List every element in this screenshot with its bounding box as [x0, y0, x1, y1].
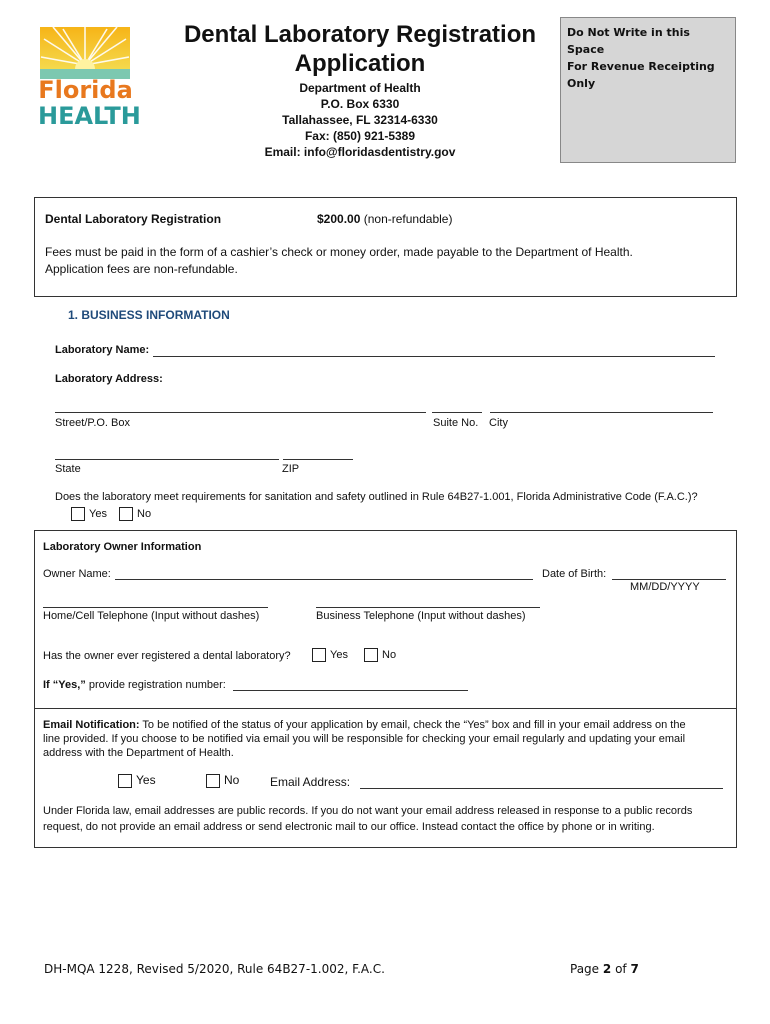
sanitation-yes-label: Yes — [89, 507, 107, 520]
dept-name: Department of Health — [299, 81, 421, 95]
email-address-label: Email Address: — [270, 775, 351, 789]
registered-yes-option[interactable] — [312, 648, 348, 662]
lab-name-field[interactable] — [153, 356, 715, 357]
email-notification-rest: To be notified of the status of your application by email, check the “Yes” box and fill in your email address on the — [142, 719, 686, 731]
lab-address-label: Laboratory Address: — [55, 373, 163, 385]
sanitation-no-checkbox[interactable] — [119, 507, 133, 521]
sanitation-no-label: No — [137, 507, 152, 520]
email-address-field[interactable] — [360, 788, 723, 789]
department-address — [220, 80, 500, 160]
home-phone-field[interactable] — [43, 607, 268, 608]
fee-label: Dental Laboratory Registration — [45, 212, 222, 226]
email-no-label: No — [224, 773, 240, 787]
city-field[interactable] — [490, 412, 713, 413]
fee-amount-wrap — [317, 212, 452, 226]
business-phone-label: Business Telephone (Input without dashes) — [316, 610, 526, 622]
home-phone-label: Home/Cell Telephone (Input without dashes) — [43, 610, 260, 622]
do-not-write-line-2: For Revenue Receipting Only — [567, 60, 715, 90]
fee-note-2: Application fees are non-refundable. — [45, 262, 238, 276]
dept-fax: Fax: (850) 921-5389 — [304, 129, 416, 143]
registered-no-label: No — [382, 648, 397, 661]
dob-format: MM/DD/YYYY — [630, 581, 700, 593]
fee-box — [34, 197, 737, 297]
street-field[interactable] — [55, 412, 426, 413]
page-total: 7 — [630, 962, 639, 976]
zip-label: ZIP — [282, 463, 300, 475]
zip-field[interactable] — [283, 459, 353, 460]
fee-note-1: Fees must be paid in the form of a cashier’s check or money order, made payable to the Department of Health. — [45, 245, 633, 259]
street-label: Street/P.O. Box — [55, 417, 131, 429]
email-notification-text-2: line provided. If you choose to be notified via email you will be responsible for checking your email regularly and updating your email — [43, 733, 686, 745]
page-title — [180, 20, 540, 78]
registered-no-checkbox[interactable] — [364, 648, 378, 662]
sanitation-yes-option[interactable] — [71, 507, 107, 521]
title-line-1: Dental Laboratory Registration — [183, 21, 537, 48]
registered-yes-checkbox[interactable] — [312, 648, 326, 662]
if-yes-rest: provide registration number: — [88, 679, 226, 691]
fee-amount-note: (non-refundable) — [363, 212, 453, 226]
suite-label: Suite No. — [433, 417, 479, 429]
dept-email: Email: info@floridasdentistry.gov — [264, 145, 456, 159]
suite-field[interactable] — [432, 412, 482, 413]
registered-yes-label: Yes — [330, 648, 348, 661]
registered-question: Has the owner ever registered a dental laboratory? — [43, 650, 291, 662]
page-current: 2 — [602, 962, 612, 976]
owner-name-label: Owner Name: — [43, 568, 111, 580]
sanitation-question: Does the laboratory meet requirements for sanitation and safety outlined in Rule 64B27-1.001, Florida Administrative Code (F.A.C.)? — [55, 491, 698, 503]
owner-email-box — [34, 530, 737, 848]
page-of: of — [615, 962, 627, 976]
dept-city: Tallahassee, FL 32314-6330 — [282, 113, 438, 127]
dob-label: Date of Birth: — [542, 568, 607, 580]
email-notification-heading: Email Notification: — [43, 719, 140, 731]
logo-health-text: HEALTH — [38, 102, 141, 130]
dob-field[interactable] — [612, 579, 726, 580]
registered-no-option[interactable] — [364, 648, 396, 662]
registration-number-prompt — [43, 679, 226, 691]
business-phone-field[interactable] — [316, 607, 540, 608]
public-records-notice-1: Under Florida law, email addresses are public records. If you do not want your email address released in response to a public records — [43, 805, 693, 817]
dept-po-box: P.O. Box 6330 — [320, 97, 400, 111]
title-line-2: Application — [294, 50, 426, 77]
email-yes-option[interactable] — [118, 773, 156, 788]
owner-name-field[interactable] — [115, 579, 533, 580]
email-no-checkbox[interactable] — [206, 774, 220, 788]
lab-name-label: Laboratory Name: — [55, 344, 150, 356]
sanitation-no-option[interactable] — [119, 507, 151, 521]
sanitation-yes-checkbox[interactable] — [71, 507, 85, 521]
divider — [35, 708, 736, 709]
page-number — [570, 962, 639, 976]
state-field[interactable] — [55, 459, 279, 460]
do-not-write-line-1: Do Not Write in this Space — [567, 26, 690, 56]
email-no-option[interactable] — [206, 773, 239, 788]
email-notification-text-3: address with the Department of Health. — [43, 747, 234, 759]
logo-florida-text: Florida — [38, 76, 133, 104]
fee-amount: $200.00 — [317, 212, 361, 226]
email-yes-checkbox[interactable] — [118, 774, 132, 788]
section-title-business: 1. BUSINESS INFORMATION — [68, 308, 230, 322]
email-notification-text-1 — [43, 719, 686, 731]
state-label: State — [55, 463, 81, 475]
florida-health-logo — [38, 25, 141, 130]
page-prefix: Page — [570, 962, 600, 976]
registration-number-field[interactable] — [233, 690, 468, 691]
if-yes-bold: If “Yes,” — [43, 679, 86, 691]
revenue-receipting-box — [560, 17, 736, 163]
form-id: DH-MQA 1228, Revised 5/2020, Rule 64B27-1.002, F.A.C. — [44, 962, 385, 976]
owner-heading: Laboratory Owner Information — [43, 541, 202, 553]
public-records-notice-2: request, do not provide an email address or send electronic mail to our office. Instead contact the office by phone or in writing. — [43, 821, 655, 833]
email-yes-label: Yes — [136, 773, 156, 787]
city-label: City — [489, 417, 508, 429]
